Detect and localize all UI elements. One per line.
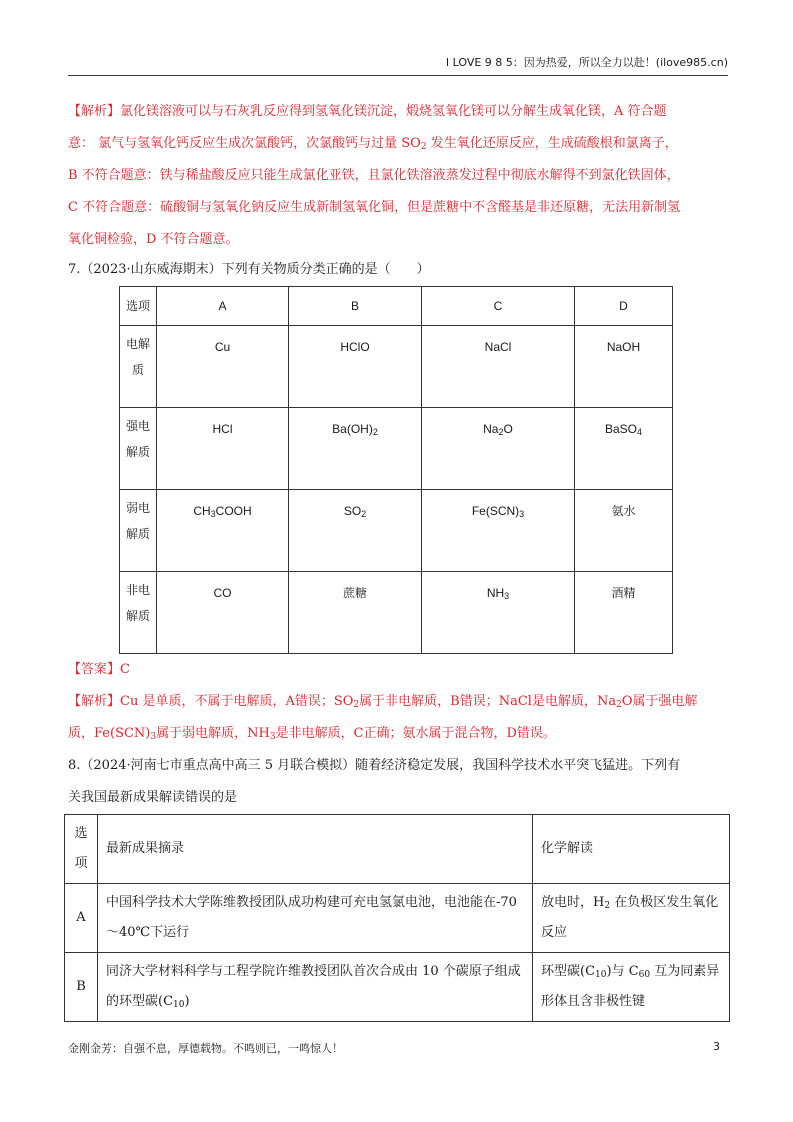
- table-cell: $SO_2$: [289, 490, 422, 572]
- table-cell: 同济大学材料科学与工程学院许维教授团队首次合成由 10 个碳原子组成的环型碳$(C_{10})$: [98, 953, 533, 1022]
- table-row: [120, 326, 673, 408]
- table-cell: HClO: [289, 326, 422, 408]
- table-cell: HCl: [157, 408, 289, 490]
- option-cell: A: [65, 884, 98, 953]
- option-cell: B: [65, 953, 98, 1022]
- header-cell: C: [422, 287, 575, 326]
- header-cell: B: [289, 287, 422, 326]
- analysis-line: 氯化镁溶液可以与石灰乳反应得到氢氧化镁沉淀，煅烧氢氧化镁可以分解生成氧化镁，A 符合题: [120, 104, 667, 119]
- table-cell: $CH_3COOH$: [157, 490, 289, 572]
- q8-table: [64, 814, 730, 1022]
- table-cell: 蔗糖: [289, 572, 422, 654]
- q8-stem: 8.（2024·河南七市重点高中高三 5 月联合模拟）随着经济稳定发展，我国科学技术水平突飞猛进。下列有: [68, 758, 681, 773]
- table-header-row: [65, 815, 730, 884]
- table-cell: BaSO$_4$: [575, 408, 673, 490]
- page-footer: [68, 1040, 728, 1056]
- table-cell: $Na_2O$: [422, 408, 575, 490]
- analysis-line: 氧化铜检验，D 不符合题意。: [68, 232, 239, 247]
- q6-analysis: [68, 96, 730, 256]
- analysis-tag: 【解析】: [68, 104, 121, 119]
- footer-motto: 金刚金芳：自强不息，厚德载物。不鸣则已，一鸣惊人！: [68, 1042, 343, 1055]
- q7-classification-table: [119, 286, 673, 654]
- header-cell: A: [157, 287, 289, 326]
- q8-stem: 关我国最新成果解读错误的是: [68, 790, 238, 805]
- table-cell: $NH_3$: [422, 572, 575, 654]
- q7-stem: 7.（2023·山东威海期末）下列有关物质分类正确的是（ ）: [68, 262, 430, 277]
- analysis-line: 发生氧化还原反应，生成硫酸根和氯离子，: [426, 136, 678, 151]
- table-cell: 环型碳$(C_{10})$与 $C_{60}$ 互为同素异形体且含非极性键: [533, 953, 730, 1022]
- table-row: [120, 490, 673, 572]
- table-row: [65, 884, 730, 953]
- table-row: [65, 953, 730, 1022]
- row-label: 强电 解质: [120, 408, 157, 490]
- table-cell: $Ba(OH)_2$: [289, 408, 422, 490]
- answer-value: C: [120, 662, 130, 677]
- analysis-line: C 不符合题意：硫酸铜与氢氧化钠反应生成新制氢氧化铜，但是蔗糖中不含醛基是非还原糖，无法用新制氢: [68, 200, 681, 215]
- header-cell: D: [575, 287, 673, 326]
- header-cell: 最新成果摘录: [98, 815, 533, 884]
- table-cell: $Fe(SCN)_3$: [422, 490, 575, 572]
- analysis-tag: 【解析】: [68, 694, 121, 709]
- table-cell: 酒精: [575, 572, 673, 654]
- table-row: [120, 572, 673, 654]
- table-cell: 中国科学技术大学陈维教授团队成功构建可充电氢氯电池，电池能在-70～40℃下运行: [98, 884, 533, 953]
- table-cell: CO: [157, 572, 289, 654]
- header-cell: 选 项: [65, 815, 98, 884]
- page-header: I LOVE 9 8 5：因为热爱，所以全力以赴！(ilove985.cn): [68, 55, 728, 76]
- table-cell: NaOH: [575, 326, 673, 408]
- row-label: 电解 质: [120, 326, 157, 408]
- page-content: [68, 96, 730, 1022]
- answer-tag: 【答案】: [68, 662, 121, 677]
- header-cell: 选项: [120, 287, 157, 326]
- table-cell: Cu: [157, 326, 289, 408]
- subscript: 2: [420, 142, 427, 152]
- table-cell: NaCl: [422, 326, 575, 408]
- q7-answer-block: 【答案】C 【解析】Cu 是单质，不属于电解质，A错误；$SO_2$属于非电解质，B错误；NaCl是电解质，$Na_2O$属于强电解 质，$Fe(SCN)_3$属于弱电解质，$NH_3$是非电解质，C正确；氨水属于混合物，D错误。: [68, 662, 698, 742]
- table-cell: 放电时，$H_2$ 在负极区发生氧化反应: [533, 884, 730, 953]
- table-cell: 氨水: [575, 490, 673, 572]
- header-cell: 化学解读: [533, 815, 730, 884]
- row-label: 弱电 解质: [120, 490, 157, 572]
- table-header-row: [120, 287, 673, 326]
- analysis-line: B 不符合题意：铁与稀盐酸反应只能生成氯化亚铁，且氯化铁溶液蒸发过程中彻底水解得不到氯化铁固体，: [68, 168, 680, 183]
- row-label: 非电 解质: [120, 572, 157, 654]
- table-row: [120, 408, 673, 490]
- analysis-line: 意： 氯气与氢氧化钙反应生成次氯酸钙，次氯酸钙与过量 SO: [68, 136, 421, 151]
- page-number: 3: [713, 1040, 720, 1053]
